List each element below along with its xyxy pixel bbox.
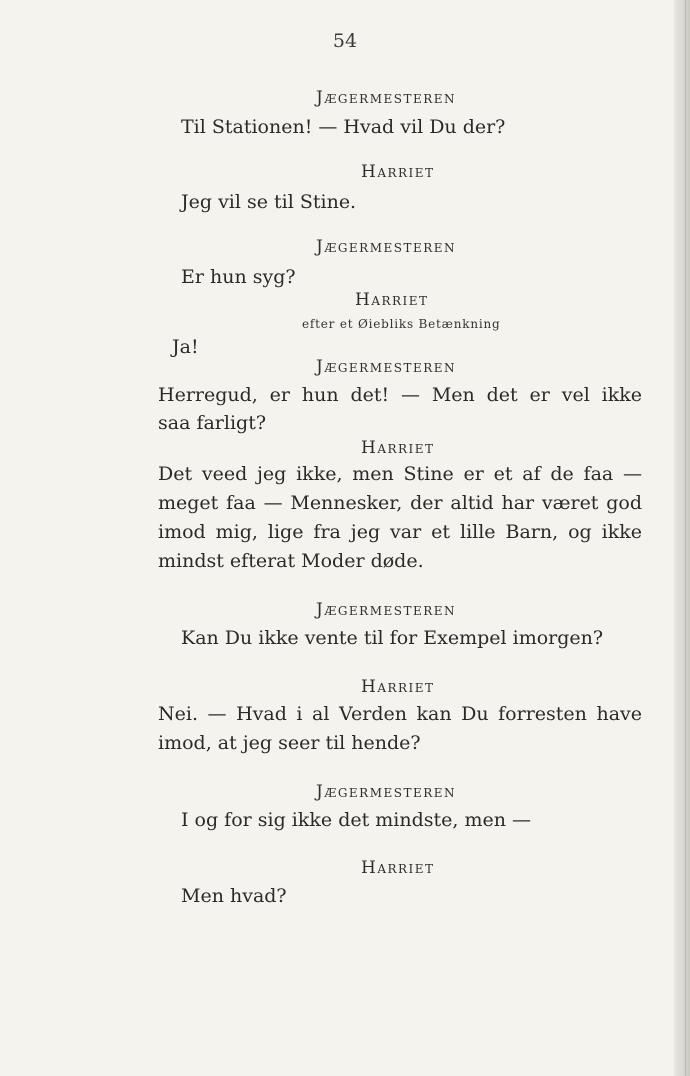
page-edge: [674, 0, 690, 1076]
speaker-name: Jægermesteren: [316, 237, 457, 257]
speaker-name: Harriet: [361, 162, 435, 182]
dialogue-line: saa farligt?: [158, 412, 267, 434]
dialogue-line: Jeg vil se til Stine.: [181, 191, 357, 213]
speaker-name: Harriet: [361, 438, 435, 458]
dialogue-line: Herregud, er hun det! — Men det er vel ikke: [158, 384, 642, 406]
speaker-name: Jægermesteren: [316, 357, 457, 377]
dialogue-line: Det veed jeg ikke, men Stine er et af de faa —: [158, 463, 642, 485]
speaker-name: Harriet: [355, 290, 429, 310]
dialogue-line: mindst efterat Moder døde.: [158, 550, 424, 572]
speaker-name: Jægermesteren: [316, 600, 457, 620]
dialogue-line: I og for sig ikke det mindste, men —: [181, 809, 532, 831]
speaker-name: Jægermesteren: [316, 782, 457, 802]
dialogue-line: meget faa — Mennesker, der altid har været god: [158, 492, 642, 514]
stage-direction: efter et Øiebliks Betænkning: [302, 317, 501, 331]
dialogue-line: Til Stationen! — Hvad vil Du der?: [181, 116, 506, 138]
speaker-name: Harriet: [361, 677, 435, 697]
page-number: 54: [332, 30, 358, 52]
dialogue-line: Ja!: [172, 336, 199, 358]
dialogue-line: imod, at jeg seer til hende?: [158, 732, 421, 754]
dialogue-line: Nei. — Hvad i al Verden kan Du forresten have: [158, 703, 642, 725]
speaker-name: Jægermesteren: [316, 88, 457, 108]
dialogue-line: Kan Du ikke vente til for Exempel imorgen?: [181, 627, 604, 649]
dialogue-line: imod mig, lige fra jeg var et lille Barn, og ikke: [158, 521, 642, 543]
dialogue-line: Er hun syg?: [181, 266, 296, 288]
page-edge-line: [685, 0, 686, 1076]
dialogue-line: Men hvad?: [181, 885, 287, 907]
speaker-name: Harriet: [361, 858, 435, 878]
